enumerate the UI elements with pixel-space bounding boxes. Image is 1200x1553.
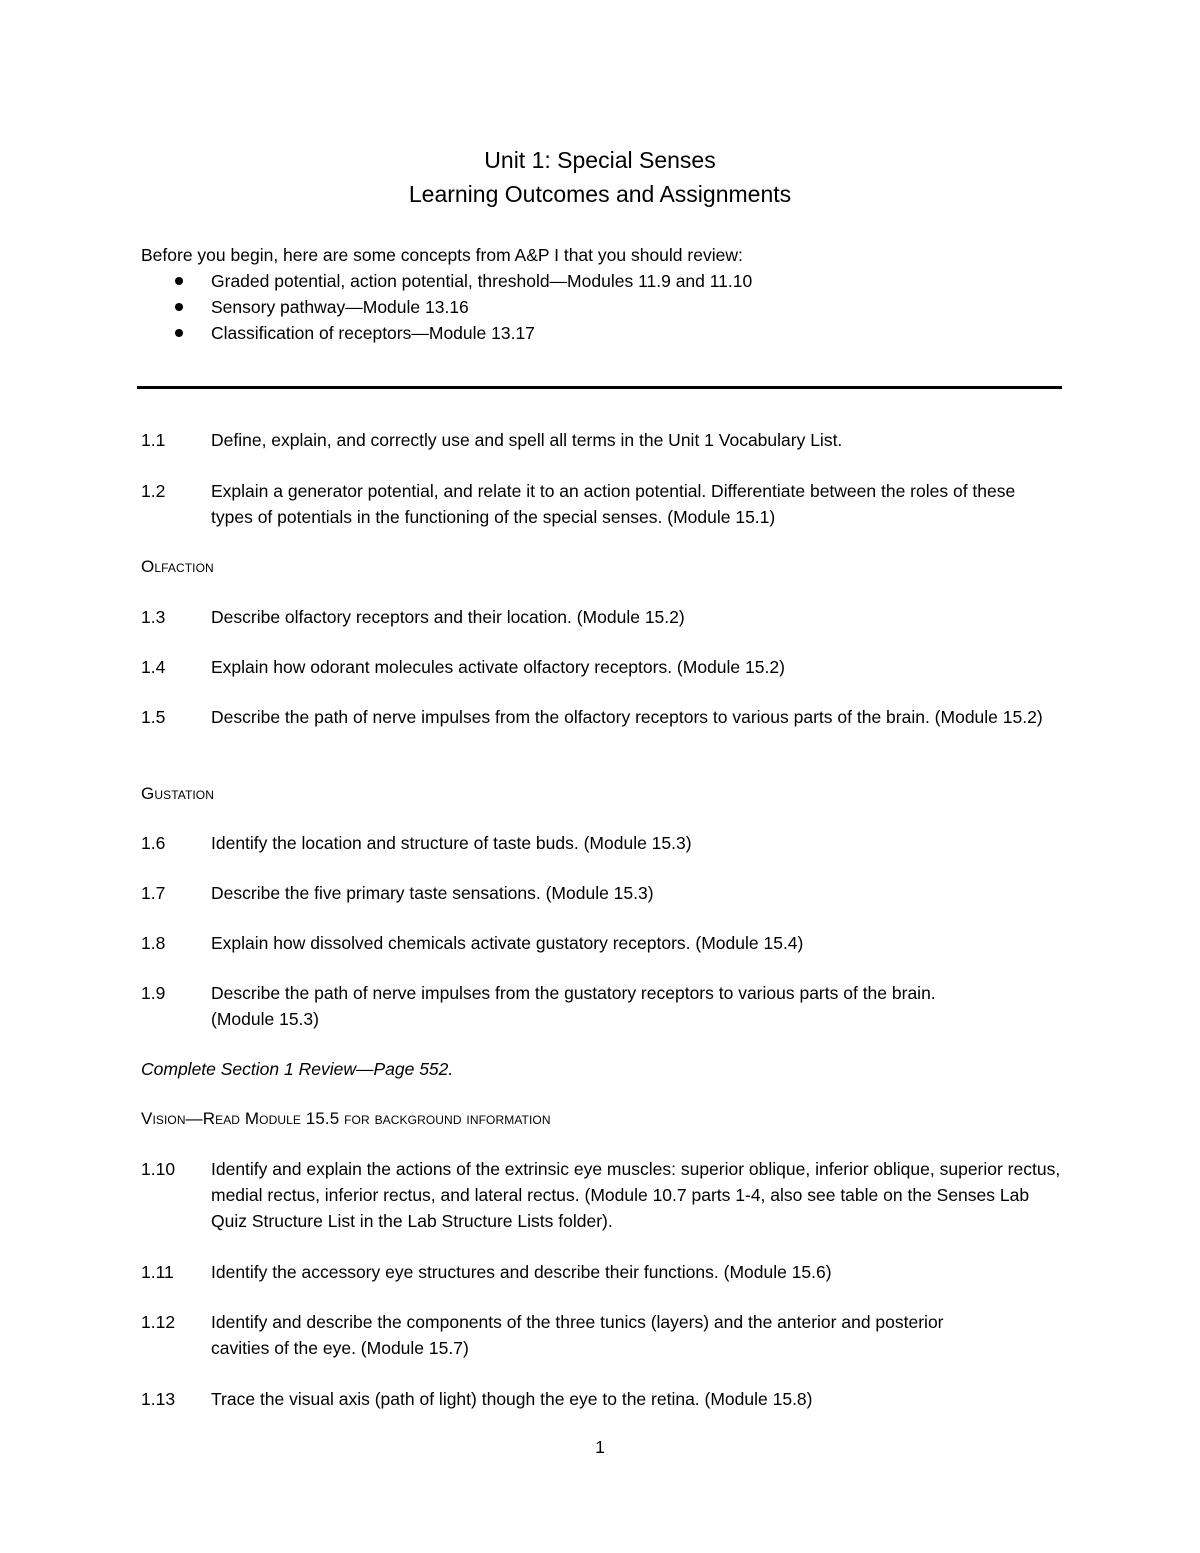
outcome-number: 1.5 (141, 707, 166, 727)
section-heading-olfaction: Olfaction (141, 557, 214, 576)
bullet-icon (175, 277, 183, 285)
outcome-item (141, 478, 1061, 530)
review-concepts-list (175, 270, 752, 348)
list-item: Graded potential, action potential, threshold—Modules 11.9 and 11.10 (175, 270, 752, 296)
document-title: Unit 1: Special Senses (484, 147, 716, 173)
outcome-text: Trace the visual axis (path of light) though the eye to the retina. (Module 15.8) (211, 1389, 813, 1409)
outcome-number: 1.6 (141, 833, 166, 853)
outcome-item (141, 930, 1061, 956)
outcome-text: Identify the location and structure of taste buds. (Module 15.3) (211, 833, 692, 853)
outcome-text: Describe olfactory receptors and their location. (Module 15.2) (211, 607, 685, 627)
horizontal-divider (137, 386, 1062, 389)
outcome-item (141, 1259, 1061, 1285)
outcome-text: Describe the path of nerve impulses from the olfactory receptors to various parts of the brain. (Module 15.2) (211, 707, 1043, 727)
list-item: Sensory pathway—Module 13.16 (175, 296, 752, 322)
review-note: Complete Section 1 Review—Page 552. (141, 1059, 454, 1079)
outcome-text: Identify and explain the actions of the extrinsic eye muscles: superior oblique, inferior oblique, superior rectus, medial rectus, inferior rectus, and lateral rectus. (Module 10.7 parts 1-4, also see table on the Senses Lab Quiz Structure List in the Lab Structure Lists folder). (211, 1159, 1061, 1231)
outcome-number: 1.7 (141, 883, 166, 903)
outcome-number: 1.13 (141, 1389, 176, 1409)
outcome-item (141, 880, 1061, 906)
outcome-number: 1.1 (141, 430, 166, 450)
outcome-text: Explain a generator potential, and relate it to an action potential. Differentiate between the roles of these types of potentials in the functioning of the special senses. (Module 15.1) (211, 481, 1016, 527)
outcome-text: Identify and describe the components of the three tunics (layers) and the anterior and posterior cavities of the eye. (Module 15.7) (211, 1312, 944, 1358)
outcome-item (141, 1386, 1061, 1412)
intro-text: Before you begin, here are some concepts from A&P I that you should review: (141, 245, 743, 265)
outcome-text: Explain how dissolved chemicals activate gustatory receptors. (Module 15.4) (211, 933, 804, 953)
section-heading-vision: Vision—Read Module 15.5 for background information (141, 1109, 551, 1128)
bullet-icon (175, 303, 183, 311)
outcome-item (141, 1156, 1061, 1234)
outcome-text: Explain how odorant molecules activate olfactory receptors. (Module 15.2) (211, 657, 785, 677)
outcome-item (141, 830, 1061, 856)
bullet-icon (175, 329, 183, 337)
outcome-item (141, 427, 1061, 453)
outcome-number: 1.10 (141, 1159, 176, 1179)
outcome-number: 1.4 (141, 657, 166, 677)
outcome-item (141, 980, 1061, 1032)
outcome-number: 1.12 (141, 1312, 176, 1332)
outcome-item (141, 654, 1061, 680)
outcome-item (141, 604, 1061, 630)
outcome-text: Define, explain, and correctly use and spell all terms in the Unit 1 Vocabulary List. (211, 430, 843, 450)
outcome-text: Describe the path of nerve impulses from the gustatory receptors to various parts of the brain. (Module 15.3) (211, 983, 936, 1029)
document-subtitle: Learning Outcomes and Assignments (408, 181, 792, 207)
outcome-number: 1.9 (141, 983, 166, 1003)
outcome-number: 1.2 (141, 481, 166, 501)
outcome-text: Identify the accessory eye structures and describe their functions. (Module 15.6) (211, 1262, 832, 1282)
outcome-text: Describe the five primary taste sensations. (Module 15.3) (211, 883, 654, 903)
list-item: Classification of receptors—Module 13.17 (175, 322, 752, 348)
section-heading-gustation: Gustation (141, 784, 215, 803)
outcome-item (141, 1309, 1061, 1361)
outcome-number: 1.8 (141, 933, 166, 953)
outcome-number: 1.3 (141, 607, 166, 627)
page-number: 1 (595, 1437, 605, 1457)
outcome-number: 1.11 (141, 1262, 174, 1282)
outcome-item (141, 704, 1061, 730)
